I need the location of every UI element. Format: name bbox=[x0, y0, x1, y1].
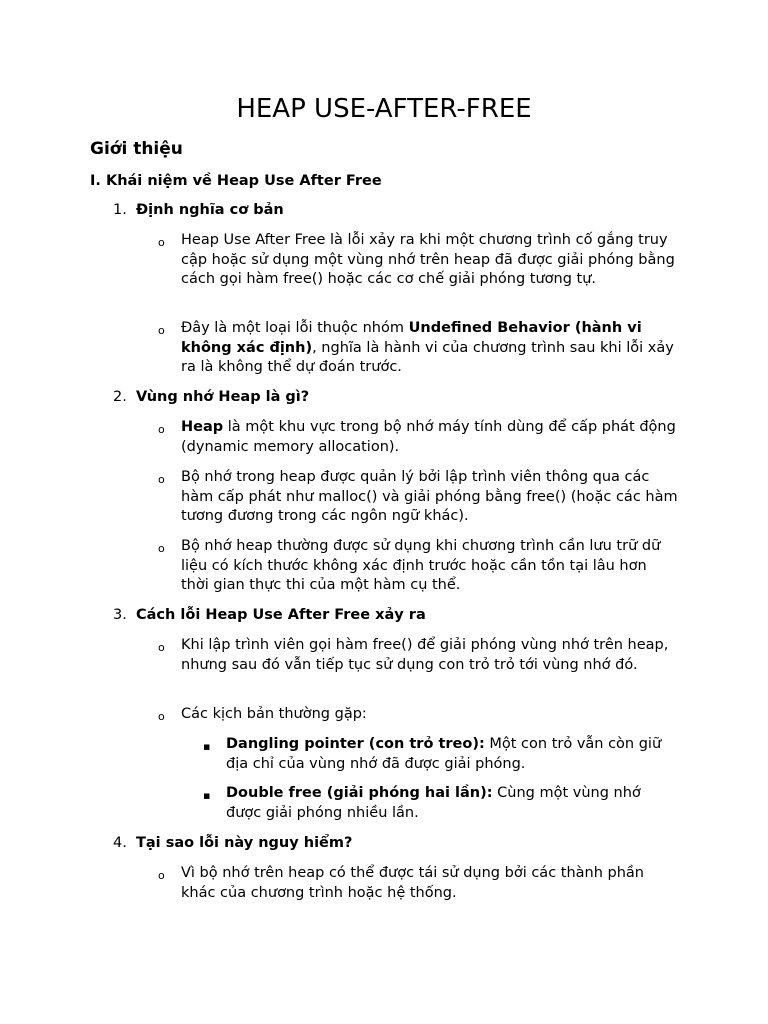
bullet-icon: o bbox=[158, 473, 165, 486]
document-title: HEAP USE-AFTER-FREE bbox=[236, 94, 532, 124]
bullet-icon: o bbox=[158, 324, 165, 337]
bullet-icon: o bbox=[158, 542, 165, 555]
s2-bullet-2: Bộ nhớ trong heap được quản lý bởi lập trình viên thông qua các hàm cấp phát như malloc() và giải phóng bằng free() (hoặc các hàm tương đương trong các ngôn ngữ khác). bbox=[181, 469, 678, 525]
bullet-icon: o bbox=[158, 423, 165, 436]
section-2-number: 2. bbox=[113, 389, 127, 405]
s3-bullet-1: Khi lập trình viên gọi hàm free() để giải phóng vùng nhớ trên heap, nhưng sau đó vẫn tiếp tục sử dụng con trỏ trỏ tới vùng nhớ đó. bbox=[181, 637, 669, 673]
s4-bullet-1: Vì bộ nhớ trên heap có thể được tái sử dụng bởi các thành phần khác của chương trình hoặc hệ thống. bbox=[181, 865, 644, 901]
s3-sub-bullet-2: Double free (giải phóng hai lần): Cùng một vùng nhớ được giải phóng nhiều lần. bbox=[226, 785, 641, 821]
section-1-number: 1. bbox=[113, 202, 127, 218]
bullet-icon: o bbox=[158, 869, 165, 882]
s1-bullet-2: Đây là một loại lỗi thuộc nhóm Undefined Behavior (hành vi không xác định), nghĩa là hành vi của chương trình sau khi lỗi xảy ra là không thể dự đoán trước. bbox=[181, 320, 674, 376]
section-4-number: 4. bbox=[113, 835, 127, 851]
section-heading: I. Khái niệm về Heap Use After Free bbox=[90, 173, 382, 189]
square-bullet-icon: ▪ bbox=[203, 789, 211, 802]
section-3-heading: Cách lỗi Heap Use After Free xảy ra bbox=[136, 607, 426, 623]
s3-sub-bullet-1: Dangling pointer (con trỏ treo): Một con trỏ vẫn còn giữ địa chỉ của vùng nhớ đã được giải phóng. bbox=[226, 736, 662, 772]
s2-bullet-1: Heap là một khu vực trong bộ nhớ máy tính dùng để cấp phát động (dynamic memory allocation). bbox=[181, 419, 676, 455]
section-3-number: 3. bbox=[113, 607, 127, 623]
bullet-icon: o bbox=[158, 641, 165, 654]
section-1-heading: Định nghĩa cơ bản bbox=[136, 202, 284, 218]
square-bullet-icon: ▪ bbox=[203, 740, 211, 753]
s1-bullet-1: Heap Use After Free là lỗi xảy ra khi một chương trình cố gắng truy cập hoặc sử dụng một vùng nhớ trên heap đã được giải phóng bằng cách gọi hàm free() hoặc các cơ chế giải phóng tương tự. bbox=[181, 232, 675, 288]
s2-bullet-3: Bộ nhớ heap thường được sử dụng khi chương trình cần lưu trữ dữ liệu có kích thước không xác định trước hoặc cần tồn tại lâu hơn thời gian thực thi của một hàm cụ thể. bbox=[181, 538, 661, 594]
section-4-heading: Tại sao lỗi này nguy hiểm? bbox=[136, 835, 353, 851]
section-2-heading: Vùng nhớ Heap là gì? bbox=[136, 389, 310, 405]
bullet-icon: o bbox=[158, 710, 165, 723]
intro-heading: Giới thiệu bbox=[90, 139, 183, 159]
bullet-icon: o bbox=[158, 236, 165, 249]
s3-bullet-2: Các kịch bản thường gặp: bbox=[181, 706, 367, 722]
